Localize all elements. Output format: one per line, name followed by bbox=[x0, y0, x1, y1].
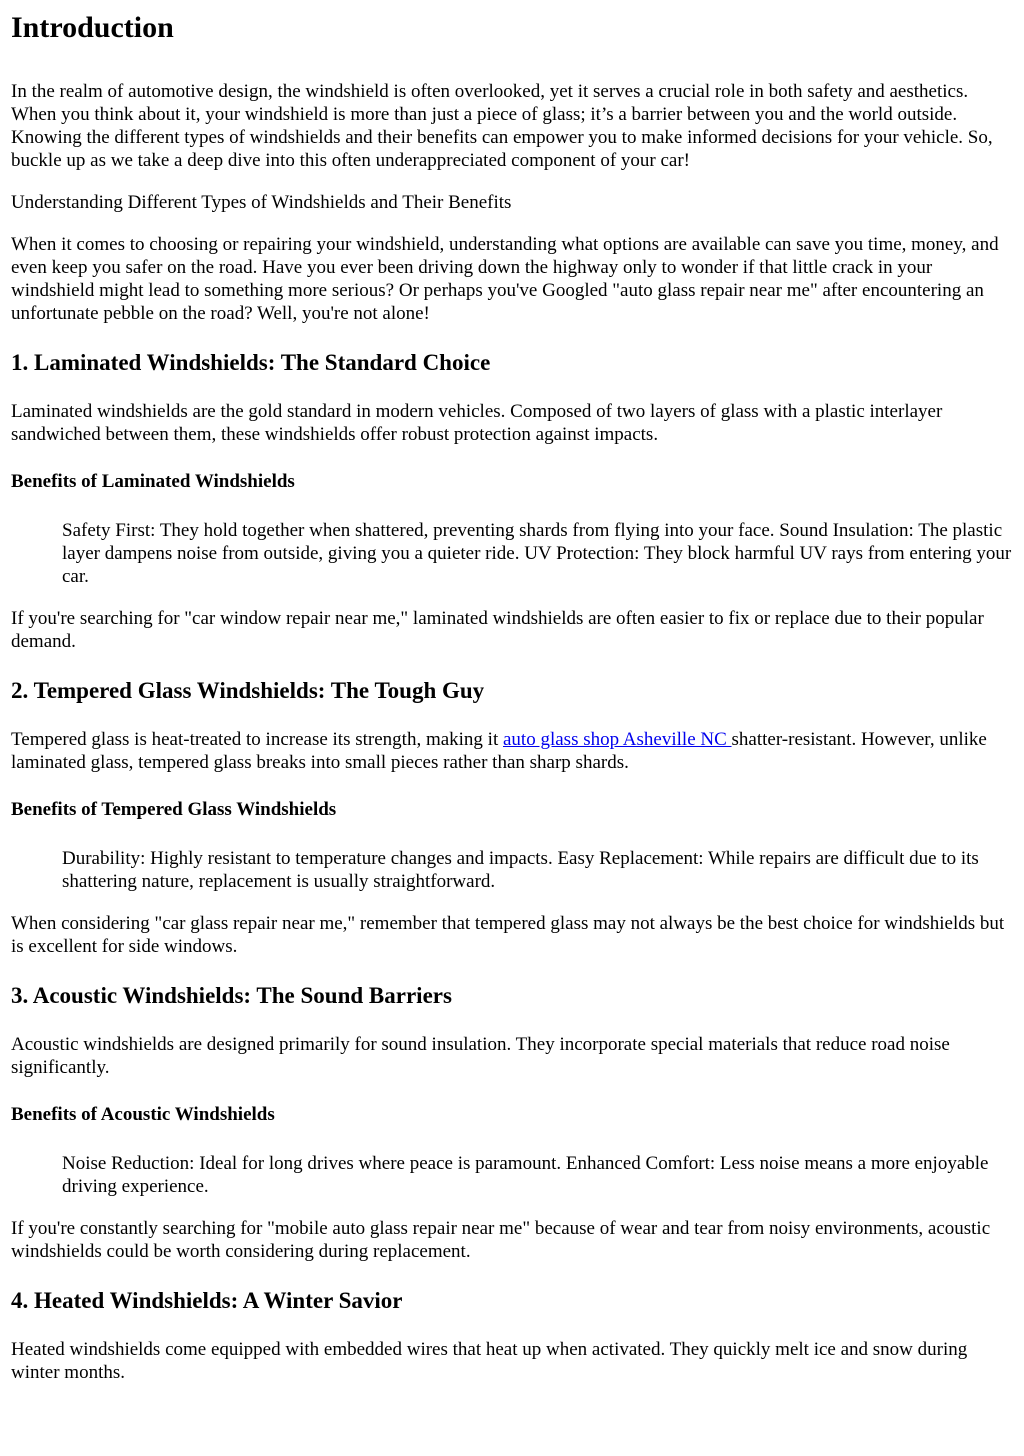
tempered-paragraph-2: When considering "car glass repair near me," remember that tempered glass may not always be the best choice for windshields but is excellent for side windows. bbox=[11, 913, 1005, 957]
section-heading-tempered: 2. Tempered Glass Windshields: The Tough Guy bbox=[11, 678, 485, 703]
acoustic-benefits: Noise Reduction: Ideal for long drives where peace is paramount. Enhanced Comfort: Less noise means a more enjoyable driving experience. bbox=[62, 1153, 989, 1197]
section-heading-laminated: 1. Laminated Windshields: The Standard Choice bbox=[11, 350, 491, 375]
page-title: Introduction bbox=[11, 11, 174, 44]
acoustic-paragraph-2: If you're constantly searching for "mobile auto glass repair near me" because of wear and tear from noisy environments, acoustic windshields could be worth considering during replacement. bbox=[11, 1218, 991, 1262]
intro-paragraph: In the realm of automotive design, the windshield is often overlooked, yet it serves a crucial role in both safety and aesthetics. When you think about it, your windshield is more than just a piece of glass; it’s a barrier between you and the world outside. Knowing the different types of windshields and their benefits can empower you to make informed decisions for your vehicle. So, buckle up as we take a deep dive into this often underappreciated component of your car! bbox=[11, 81, 993, 171]
section-heading-heated: 4. Heated Windshields: A Winter Savior bbox=[11, 1288, 403, 1313]
tempered-text-before: Tempered glass is heat-treated to increase its strength, making it bbox=[11, 729, 503, 750]
tempered-text-after: shatter-resistant. However, unlike laminated glass, tempered glass breaks into small pieces rather than sharp shards. bbox=[11, 729, 987, 773]
section-heading-acoustic: 3. Acoustic Windshields: The Sound Barriers bbox=[11, 983, 452, 1008]
tempered-benefits: Durability: Highly resistant to temperature changes and impacts. Easy Replacement: While repairs are difficult due to its shattering nature, replacement is usually straightforward. bbox=[62, 848, 979, 892]
tempered-benefits-heading: Benefits of Tempered Glass Windshields bbox=[11, 799, 337, 820]
auto-glass-shop-link[interactable]: auto glass shop Asheville NC bbox=[503, 729, 732, 750]
heated-paragraph: Heated windshields come equipped with embedded wires that heat up when activated. They quickly melt ice and snow during winter months. bbox=[11, 1339, 968, 1383]
tempered-paragraph bbox=[11, 728, 1013, 774]
acoustic-benefits-heading: Benefits of Acoustic Windshields bbox=[11, 1104, 275, 1125]
subtitle-paragraph: Understanding Different Types of Windshields and Their Benefits bbox=[11, 192, 512, 213]
acoustic-paragraph: Acoustic windshields are designed primarily for sound insulation. They incorporate special materials that reduce road noise significantly. bbox=[11, 1034, 950, 1078]
laminated-paragraph-2: If you're searching for "car window repair near me," laminated windshields are often easier to fix or replace due to their popular demand. bbox=[11, 608, 984, 652]
laminated-benefits: Safety First: They hold together when shattered, preventing shards from flying into your face. Sound Insulation: The plastic layer dampens noise from outside, giving you a quieter ride. UV Protection: They block harmful UV rays from entering your car. bbox=[62, 520, 1012, 587]
laminated-benefits-heading: Benefits of Laminated Windshields bbox=[11, 471, 295, 492]
article bbox=[0, 10, 1024, 1384]
laminated-paragraph: Laminated windshields are the gold standard in modern vehicles. Composed of two layers of glass with a plastic interlayer sandwiched between them, these windshields offer robust protection against impacts. bbox=[11, 401, 943, 445]
intro-paragraph-2: When it comes to choosing or repairing your windshield, understanding what options are available can save you time, money, and even keep you safer on the road. Have you ever been driving down the highway only to wonder if that little crack in your windshield might lead to something more serious? Or perhaps you've Googled "auto glass repair near me" after encountering an unfortunate pebble on the road? Well, you're not alone! bbox=[11, 234, 999, 324]
